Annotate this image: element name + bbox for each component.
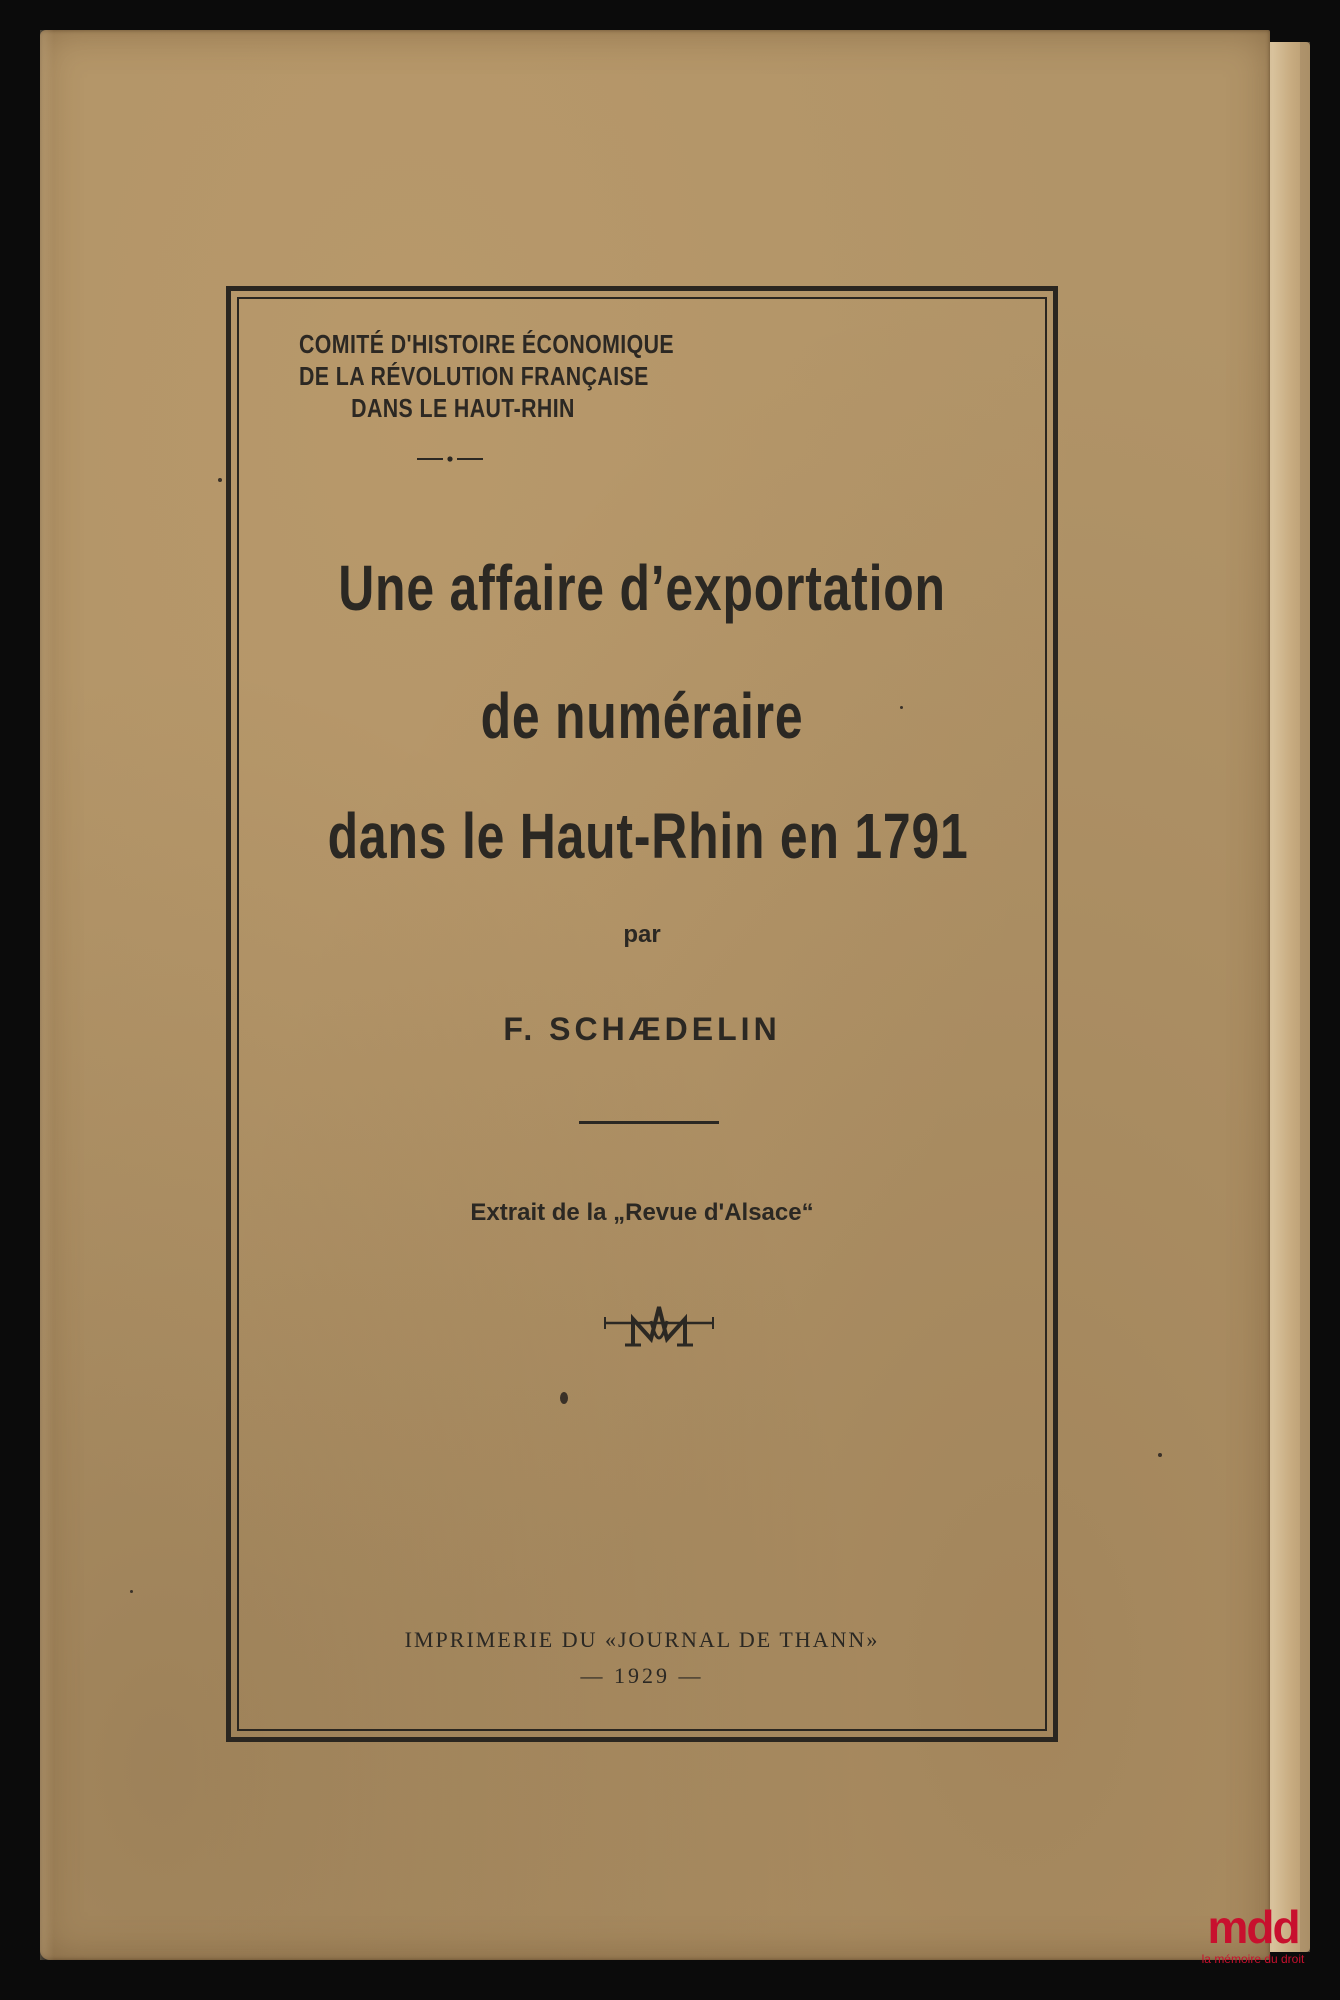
cover-frame-inner [237,297,1047,1731]
author-name: F. SCHÆDELIN [503,1011,781,1047]
paper-speck [1158,1453,1162,1457]
mdd-logo-mark: mdd [1207,1901,1299,1953]
printer-imprint: IMPRIMERIE DU «JOURNAL DE THANN» [404,1627,880,1652]
paper-speck [218,478,222,482]
cover-frame [226,286,1058,1742]
mdd-watermark-logo [1178,1902,1328,1992]
printer-device-emblem-icon [599,1299,719,1359]
committee-line-2: DE LA RÉVOLUTION FRANÇAISE [299,361,649,391]
publication-year: — 1929 — [580,1663,704,1688]
book-cover [40,30,1270,1960]
divider-rule [579,1121,719,1124]
committee-line-3: DANS LE HAUT-RHIN [351,393,575,423]
dash-dot-ornament-icon [417,456,483,462]
by-label: par [623,921,661,948]
title-line-3: dans le Haut-Rhin en 1791 [327,800,969,872]
extract-note: Extrait de la „Revue d'Alsace“ [470,1199,814,1226]
paper-speck [130,1590,133,1593]
title-line-1: Une affaire d’exportation [338,552,946,624]
title-line-2: de numéraire [480,680,804,752]
mdd-logo-tagline: la mémoire du droit [1201,1952,1305,1966]
committee-line-1: COMITÉ D'HISTOIRE ÉCONOMIQUE [299,329,675,359]
